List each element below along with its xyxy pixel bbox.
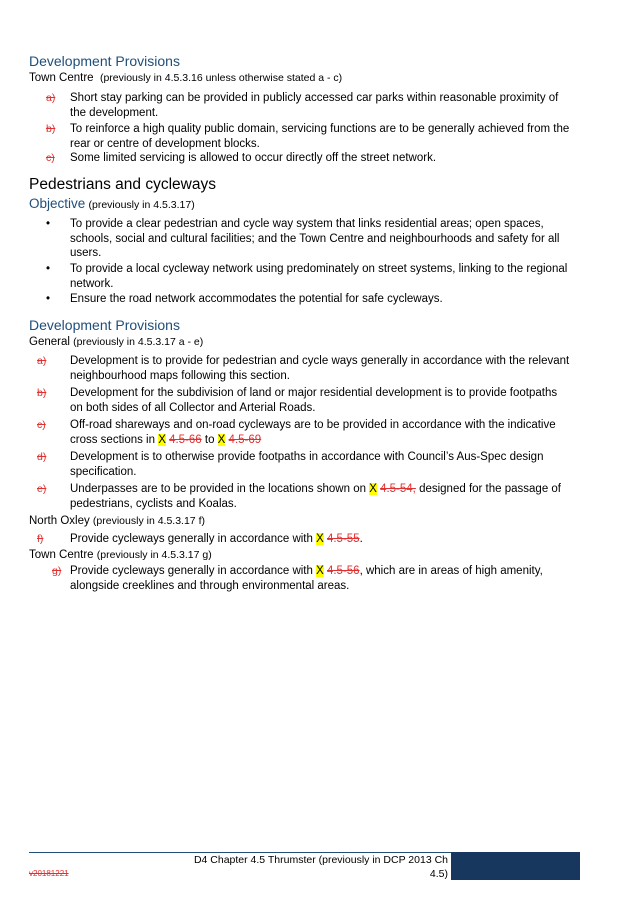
list-text-line: Development is to provide for pedestrian and cycle ways generally in accordance with the relevant — [70, 355, 570, 367]
list-marker: g) — [52, 565, 62, 577]
list-text-line: Off-road shareways and on-road cycleways are to be provided in accordance with the indicative — [70, 419, 556, 431]
list-marker: d) — [37, 451, 47, 463]
list-text: Provide cycleways generally in accordance with — [70, 565, 317, 577]
subheading-main: General — [29, 336, 70, 348]
list-text-line: rear or centre of development blocks. — [70, 137, 260, 150]
list-text-line: the development. — [70, 106, 159, 119]
deleted-ref: 4.5-69 — [228, 433, 262, 446]
subheading-note: (previously in 4.5.3.17 g) — [96, 549, 212, 561]
list-text: Underpasses are to be provided in the locations shown on — [70, 483, 370, 495]
subheading-main: Town Centre — [29, 72, 94, 84]
list-text-line: To reinforce a high quality public domain, servicing functions are to be generally achieved from the — [70, 123, 570, 135]
list-text-line: pedestrians, cyclists and Koalas. — [70, 497, 237, 510]
subheading-note: (previously in 4.5.3.17 f) — [92, 515, 205, 527]
subheading-town-centre — [29, 72, 342, 84]
objective-note: (previously in 4.5.3.17) — [88, 199, 195, 211]
list-text-line: on both sides of all Collector and Arterial Roads. — [70, 401, 316, 414]
highlight-x: X — [217, 433, 226, 446]
list-text-line: Short stay parking can be provided in publicly accessed car parks within reasonable proximity of — [70, 92, 559, 104]
bullet-icon: • — [46, 263, 51, 275]
bullet-text-line: To provide a local cycleway network using predominately on street systems, linking to the regional — [70, 263, 568, 275]
section-heading-pedestrians-cycleways: Pedestrians and cycleways — [29, 176, 216, 193]
list-text: to — [201, 433, 218, 446]
list-text-line: cross sections in — [70, 433, 159, 446]
list-text: Provide cycleways generally in accordance with — [70, 533, 317, 545]
list-text-line: neighbourhood maps following this section. — [70, 369, 290, 382]
footer-title — [168, 853, 448, 881]
objective-label: Objective — [29, 196, 86, 211]
version-stamp: v20181221 — [29, 869, 69, 878]
footer-color-block — [451, 852, 580, 880]
subheading-note: (previously in 4.5.3.17 a - e) — [73, 336, 204, 348]
subheading-note: (previously in 4.5.3.16 unless otherwise stated a - c) — [99, 72, 343, 84]
highlight-x: X — [316, 565, 324, 577]
list-text-line: Development for the subdivision of land or major residential development is to provide footpaths — [70, 387, 558, 399]
subheading-main: North Oxley — [29, 515, 90, 527]
subheading-general — [29, 336, 203, 348]
bullet-text-line: schools, social and cultural facilities; and the Town Centre and neighbourhoods and safety for all — [70, 232, 560, 245]
highlight-x: X — [369, 483, 377, 495]
highlight-x: X — [158, 433, 166, 446]
deleted-ref: 4.5-56 — [326, 565, 360, 577]
list-marker: c) — [46, 152, 55, 164]
list-text: , which are in areas of high amenity, — [359, 565, 543, 577]
list-marker: b) — [46, 123, 56, 135]
section-heading-development-provisions: Development Provisions — [29, 53, 180, 69]
footer-title-line: 4.5) — [429, 868, 448, 880]
list-text-line: Development is to otherwise provide footpaths in accordance with Council’s Aus-Spec design — [70, 451, 544, 463]
list-marker: c) — [37, 419, 46, 431]
bullet-icon: • — [46, 293, 51, 305]
list-marker: f) — [37, 533, 44, 545]
bullet-text-line: users. — [70, 247, 102, 259]
highlight-x: X — [316, 533, 324, 545]
footer-title-line: D4 Chapter 4.5 Thrumster (previously in DCP 2013 Ch — [193, 854, 448, 866]
bullet-text-line: network. — [70, 277, 114, 290]
subheading-main: Town Centre — [29, 549, 94, 561]
subheading-north-oxley — [29, 515, 205, 527]
subheading-town-centre-2 — [29, 549, 212, 561]
section-heading-development-provisions-2: Development Provisions — [29, 317, 180, 333]
deleted-ref: 4.5-54, — [380, 483, 416, 495]
bullet-icon: • — [46, 218, 51, 230]
list-marker: b) — [37, 387, 47, 399]
list-marker: a) — [37, 355, 47, 367]
list-text-line: specification. — [70, 465, 137, 478]
list-text: . — [359, 533, 363, 545]
list-marker: e) — [37, 483, 47, 495]
objective-heading — [29, 196, 195, 211]
bullet-text-line: To provide a clear pedestrian and cycle way system that links residential areas; open spaces, — [70, 218, 544, 230]
deleted-ref: 4.5-55 — [326, 533, 360, 545]
list-marker: a) — [46, 92, 56, 104]
list-text-line: Some limited servicing is allowed to occur directly off the street network. — [70, 152, 437, 164]
deleted-ref: 4.5-66 — [169, 433, 202, 446]
bullet-text-line: Ensure the road network accommodates the potential for safe cycleways. — [70, 293, 443, 305]
list-text: designed for the passage of — [415, 483, 562, 495]
list-text-line: alongside creeklines and through environmental areas. — [70, 579, 350, 592]
